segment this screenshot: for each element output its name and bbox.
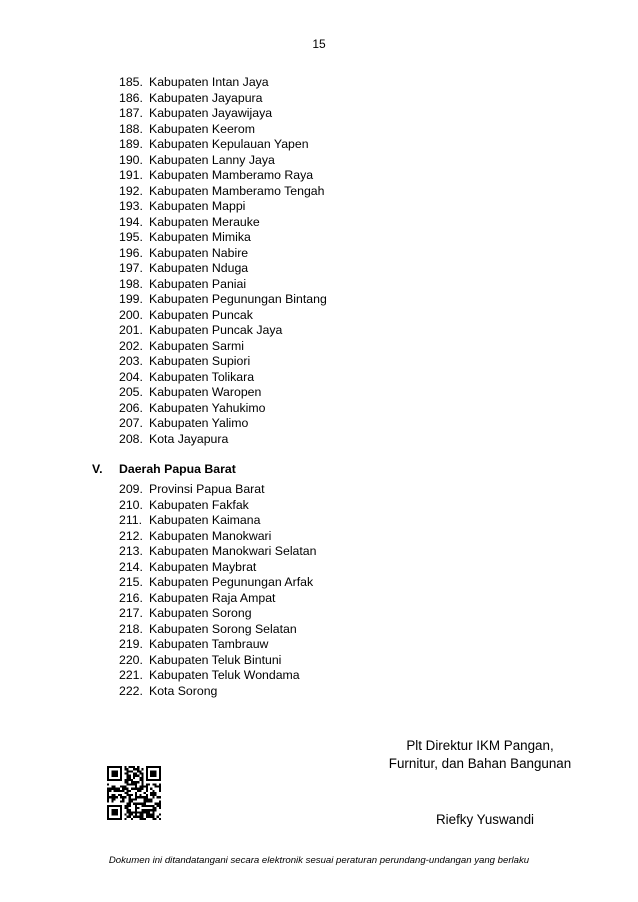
item-number: 218.	[119, 621, 143, 636]
list-item	[119, 277, 559, 293]
signature-block	[340, 737, 620, 773]
item-number: 204.	[119, 369, 143, 384]
item-number: 196.	[119, 245, 143, 260]
item-number: 189.	[119, 137, 143, 151]
item-number: 217.	[119, 606, 143, 620]
item-name: Kabupaten Kaimana	[149, 513, 261, 527]
item-number: 190.	[119, 152, 143, 167]
item-number: 214.	[119, 559, 143, 574]
section-number: V.	[92, 462, 103, 476]
item-name: Kabupaten Puncak Jaya	[149, 323, 283, 337]
papua-regency-list	[119, 75, 559, 447]
item-name: Kabupaten Mamberamo Tengah	[149, 183, 325, 198]
signer-name: Riefky Yuswandi	[435, 812, 534, 827]
list-item	[119, 575, 559, 591]
list-item	[119, 591, 559, 607]
footer-note: Dokumen ini ditandatangani secara elektronik sesuai peraturan perundang-undangan yang berlaku	[108, 855, 530, 866]
item-name: Kabupaten Sorong Selatan	[149, 621, 297, 636]
list-item	[119, 75, 559, 91]
item-number: 186.	[119, 90, 143, 105]
list-item	[119, 560, 559, 576]
list-item	[119, 292, 559, 308]
list-item	[119, 637, 559, 653]
item-number: 211.	[119, 513, 143, 527]
item-number: 201.	[119, 323, 143, 337]
signer-title-line-1: Plt Direktur IKM Pangan,	[406, 738, 554, 753]
item-number: 187.	[119, 106, 143, 120]
list-item	[119, 653, 559, 669]
list-item	[119, 416, 559, 432]
item-name: Kabupaten Nduga	[149, 261, 249, 275]
item-number: 216.	[119, 590, 143, 605]
item-name: Kota Jayapura	[149, 431, 229, 446]
item-number: 193.	[119, 199, 143, 213]
item-name: Kabupaten Sarmi	[149, 338, 245, 353]
item-name: Kabupaten Teluk Bintuni	[149, 652, 282, 667]
list-item	[119, 153, 559, 169]
list-item	[119, 498, 559, 514]
item-number: 205.	[119, 385, 143, 399]
item-name: Kabupaten Merauke	[149, 214, 260, 229]
list-item	[119, 308, 559, 324]
item-name: Kota Sorong	[149, 683, 218, 698]
item-name: Provinsi Papua Barat	[149, 482, 265, 496]
list-item	[119, 168, 559, 184]
list-item	[119, 122, 559, 138]
item-name: Kabupaten Pegunungan Arfak	[149, 575, 314, 589]
list-item	[119, 432, 559, 448]
item-number: 200.	[119, 307, 143, 322]
item-number: 199.	[119, 292, 143, 306]
item-number: 195.	[119, 230, 143, 244]
list-item	[119, 401, 559, 417]
item-name: Kabupaten Yalimo	[149, 416, 249, 430]
item-name: Kabupaten Maybrat	[149, 559, 257, 574]
list-item	[119, 606, 559, 622]
item-number: 209.	[119, 482, 143, 496]
list-item	[119, 482, 559, 498]
item-name: Kabupaten Jayapura	[149, 90, 263, 105]
list-item	[119, 668, 559, 684]
item-number: 222.	[119, 683, 143, 698]
item-number: 220.	[119, 652, 143, 667]
item-number: 194.	[119, 214, 143, 229]
qr-code-icon	[107, 766, 161, 820]
item-number: 188.	[119, 121, 143, 136]
item-name: Kabupaten Tambrauw	[149, 637, 269, 651]
item-name: Kabupaten Lanny Jaya	[149, 152, 275, 167]
papua-barat-regency-list	[119, 482, 559, 699]
item-number: 215.	[119, 575, 143, 589]
list-item	[119, 684, 559, 700]
item-number: 192.	[119, 183, 143, 198]
item-number: 208.	[119, 431, 143, 446]
item-name: Kabupaten Tolikara	[149, 369, 255, 384]
item-number: 185.	[119, 75, 143, 89]
list-item	[119, 354, 559, 370]
item-name: Kabupaten Mappi	[149, 199, 246, 213]
item-number: 202.	[119, 338, 143, 353]
list-item	[119, 184, 559, 200]
item-name: Kabupaten Puncak	[149, 307, 253, 322]
list-item	[119, 246, 559, 262]
list-item	[119, 323, 559, 339]
item-name: Kabupaten Paniai	[149, 276, 247, 291]
list-item	[119, 622, 559, 638]
list-item	[119, 261, 559, 277]
section-heading-papua-barat	[92, 462, 236, 478]
item-name: Kabupaten Raja Ampat	[149, 590, 276, 605]
item-name: Kabupaten Keerom	[149, 121, 255, 136]
item-name: Kabupaten Supiori	[149, 354, 251, 368]
item-number: 219.	[119, 637, 143, 651]
item-name: Kabupaten Teluk Wondama	[149, 668, 300, 682]
list-item	[119, 544, 559, 560]
item-name: Kabupaten Sorong	[149, 606, 252, 620]
list-item	[119, 215, 559, 231]
item-name: Kabupaten Jayawijaya	[149, 106, 273, 120]
page-number: 15	[312, 37, 326, 51]
list-item	[119, 513, 559, 529]
item-number: 213.	[119, 544, 143, 558]
item-name: Kabupaten Kepulauan Yapen	[149, 137, 309, 151]
item-name: Kabupaten Waropen	[149, 385, 262, 399]
list-item	[119, 137, 559, 153]
item-name: Kabupaten Intan Jaya	[149, 75, 269, 89]
item-name: Kabupaten Pegunungan Bintang	[149, 292, 327, 306]
item-name: Kabupaten Yahukimo	[149, 400, 266, 415]
item-name: Kabupaten Nabire	[149, 245, 249, 260]
item-number: 198.	[119, 276, 143, 291]
item-name: Kabupaten Mimika	[149, 230, 251, 244]
section-title: Daerah Papua Barat	[119, 462, 236, 476]
item-number: 191.	[119, 168, 143, 182]
item-number: 212.	[119, 528, 143, 543]
item-number: 197.	[119, 261, 143, 275]
item-name: Kabupaten Fakfak	[149, 497, 249, 512]
list-item	[119, 199, 559, 215]
item-number: 207.	[119, 416, 143, 430]
item-number: 221.	[119, 668, 143, 682]
list-item	[119, 106, 559, 122]
item-number: 210.	[119, 497, 143, 512]
list-item	[119, 91, 559, 107]
list-item	[119, 370, 559, 386]
list-item	[119, 230, 559, 246]
item-name: Kabupaten Manokwari Selatan	[149, 544, 317, 558]
signer-title-line-2: Furnitur, dan Bahan Bangunan	[388, 756, 572, 771]
item-name: Kabupaten Manokwari	[149, 528, 272, 543]
item-number: 203.	[119, 354, 143, 368]
item-name: Kabupaten Mamberamo Raya	[149, 168, 314, 182]
list-item	[119, 529, 559, 545]
item-number: 206.	[119, 400, 143, 415]
list-item	[119, 339, 559, 355]
list-item	[119, 385, 559, 401]
